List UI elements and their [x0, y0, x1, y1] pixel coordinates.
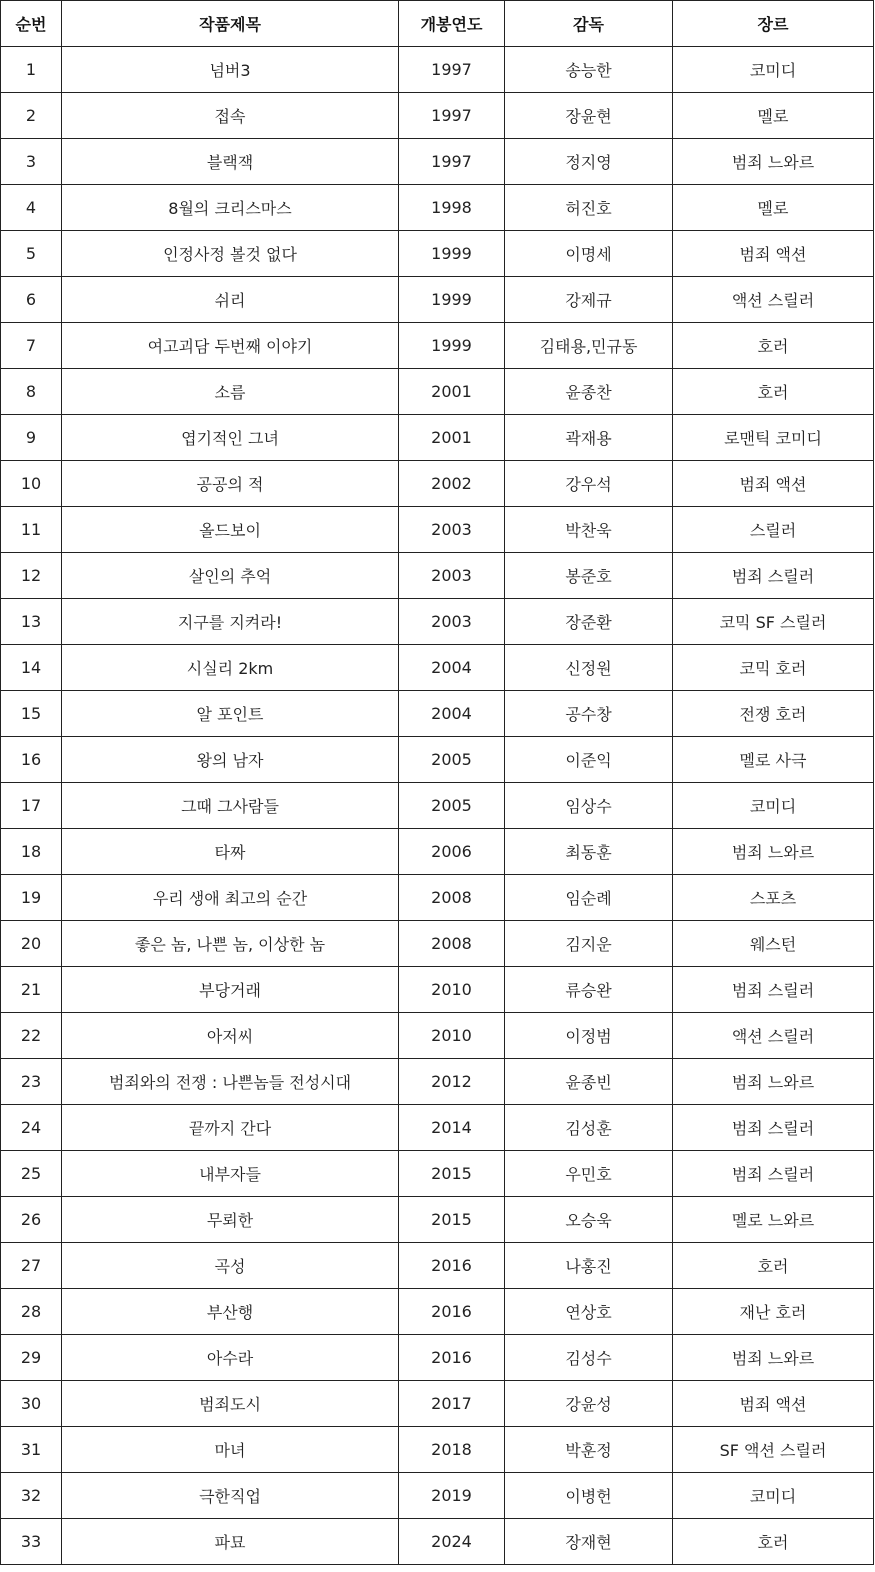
- table-row: [1, 645, 874, 691]
- cell-no: 16: [1, 737, 62, 783]
- cell-year: 2004: [399, 691, 505, 737]
- cell-title: 여고괴담 두번째 이야기: [62, 323, 399, 369]
- cell-title: 마녀: [62, 1427, 399, 1473]
- table-header: [1, 1, 874, 47]
- cell-title: 소름: [62, 369, 399, 415]
- table-row: [1, 231, 874, 277]
- table-row: [1, 921, 874, 967]
- table-row: [1, 553, 874, 599]
- cell-year: 2015: [399, 1197, 505, 1243]
- cell-no: 28: [1, 1289, 62, 1335]
- cell-year: 2015: [399, 1151, 505, 1197]
- cell-year: 2018: [399, 1427, 505, 1473]
- cell-title: 극한직업: [62, 1473, 399, 1519]
- cell-title: 접속: [62, 93, 399, 139]
- cell-title: 엽기적인 그녀: [62, 415, 399, 461]
- cell-genre: 스릴러: [673, 507, 874, 553]
- cell-year: 2003: [399, 553, 505, 599]
- table-row: [1, 415, 874, 461]
- cell-genre: 범죄 느와르: [673, 1059, 874, 1105]
- cell-genre: SF 액션 스릴러: [673, 1427, 874, 1473]
- cell-director: 곽재용: [505, 415, 673, 461]
- cell-genre: 로맨틱 코미디: [673, 415, 874, 461]
- table-row: [1, 93, 874, 139]
- cell-director: 장재현: [505, 1519, 673, 1565]
- cell-no: 9: [1, 415, 62, 461]
- cell-title: 그때 그사람들: [62, 783, 399, 829]
- table-row: [1, 691, 874, 737]
- cell-year: 2008: [399, 921, 505, 967]
- cell-director: 박찬욱: [505, 507, 673, 553]
- cell-director: 임순례: [505, 875, 673, 921]
- cell-no: 2: [1, 93, 62, 139]
- table-row: [1, 461, 874, 507]
- table-row: [1, 1059, 874, 1105]
- cell-director: 강제규: [505, 277, 673, 323]
- cell-year: 2016: [399, 1289, 505, 1335]
- cell-director: 이준익: [505, 737, 673, 783]
- cell-no: 7: [1, 323, 62, 369]
- header-year: 개봉연도: [399, 1, 505, 47]
- cell-no: 21: [1, 967, 62, 1013]
- cell-no: 15: [1, 691, 62, 737]
- cell-no: 5: [1, 231, 62, 277]
- header-title: 작품제목: [62, 1, 399, 47]
- header-no: 순번: [1, 1, 62, 47]
- cell-title: 지구를 지켜라!: [62, 599, 399, 645]
- cell-genre: 재난 호러: [673, 1289, 874, 1335]
- cell-year: 2005: [399, 737, 505, 783]
- cell-genre: 멜로 느와르: [673, 1197, 874, 1243]
- table-row: [1, 783, 874, 829]
- cell-year: 2012: [399, 1059, 505, 1105]
- cell-year: 2017: [399, 1381, 505, 1427]
- cell-year: 2008: [399, 875, 505, 921]
- cell-director: 류승완: [505, 967, 673, 1013]
- cell-no: 13: [1, 599, 62, 645]
- cell-genre: 코믹 SF 스릴러: [673, 599, 874, 645]
- table-row: [1, 1151, 874, 1197]
- cell-genre: 범죄 스릴러: [673, 553, 874, 599]
- table-row: [1, 1519, 874, 1565]
- cell-genre: 멜로: [673, 93, 874, 139]
- cell-director: 윤종빈: [505, 1059, 673, 1105]
- cell-genre: 멜로 사극: [673, 737, 874, 783]
- cell-genre: 범죄 스릴러: [673, 1151, 874, 1197]
- cell-director: 이병헌: [505, 1473, 673, 1519]
- cell-director: 송능한: [505, 47, 673, 93]
- cell-genre: 범죄 스릴러: [673, 1105, 874, 1151]
- cell-year: 2004: [399, 645, 505, 691]
- cell-year: 2005: [399, 783, 505, 829]
- cell-no: 4: [1, 185, 62, 231]
- cell-genre: 호러: [673, 1243, 874, 1289]
- cell-genre: 범죄 느와르: [673, 829, 874, 875]
- table-row: [1, 277, 874, 323]
- cell-year: 1998: [399, 185, 505, 231]
- cell-director: 김성수: [505, 1335, 673, 1381]
- cell-genre: 액션 스릴러: [673, 1013, 874, 1059]
- cell-genre: 코미디: [673, 783, 874, 829]
- cell-no: 27: [1, 1243, 62, 1289]
- cell-year: 1999: [399, 277, 505, 323]
- table-row: [1, 507, 874, 553]
- cell-no: 18: [1, 829, 62, 875]
- table-row: [1, 185, 874, 231]
- cell-genre: 범죄 액션: [673, 461, 874, 507]
- cell-title: 곡성: [62, 1243, 399, 1289]
- cell-no: 30: [1, 1381, 62, 1427]
- cell-year: 1999: [399, 231, 505, 277]
- cell-director: 임상수: [505, 783, 673, 829]
- cell-title: 내부자들: [62, 1151, 399, 1197]
- cell-no: 32: [1, 1473, 62, 1519]
- cell-director: 이정범: [505, 1013, 673, 1059]
- header-director: 감독: [505, 1, 673, 47]
- table-row: [1, 1427, 874, 1473]
- cell-title: 범죄와의 전쟁 : 나쁜놈들 전성시대: [62, 1059, 399, 1105]
- cell-title: 8월의 크리스마스: [62, 185, 399, 231]
- cell-title: 아수라: [62, 1335, 399, 1381]
- table-row: [1, 875, 874, 921]
- cell-title: 왕의 남자: [62, 737, 399, 783]
- cell-genre: 전쟁 호러: [673, 691, 874, 737]
- cell-year: 2003: [399, 599, 505, 645]
- cell-director: 우민호: [505, 1151, 673, 1197]
- cell-title: 시실리 2km: [62, 645, 399, 691]
- cell-director: 장준환: [505, 599, 673, 645]
- table-row: [1, 1381, 874, 1427]
- cell-title: 좋은 놈, 나쁜 놈, 이상한 놈: [62, 921, 399, 967]
- cell-no: 24: [1, 1105, 62, 1151]
- table-row: [1, 1197, 874, 1243]
- table-row: [1, 1289, 874, 1335]
- cell-title: 인정사정 볼것 없다: [62, 231, 399, 277]
- cell-no: 26: [1, 1197, 62, 1243]
- cell-year: 2016: [399, 1335, 505, 1381]
- cell-director: 정지영: [505, 139, 673, 185]
- cell-director: 김지운: [505, 921, 673, 967]
- table-row: [1, 599, 874, 645]
- cell-director: 최동훈: [505, 829, 673, 875]
- cell-director: 허진호: [505, 185, 673, 231]
- cell-director: 신정원: [505, 645, 673, 691]
- cell-director: 나홍진: [505, 1243, 673, 1289]
- cell-no: 19: [1, 875, 62, 921]
- cell-year: 1997: [399, 93, 505, 139]
- table-row: [1, 1105, 874, 1151]
- cell-director: 윤종찬: [505, 369, 673, 415]
- table-row: [1, 829, 874, 875]
- cell-year: 2001: [399, 415, 505, 461]
- cell-title: 넘버3: [62, 47, 399, 93]
- cell-no: 33: [1, 1519, 62, 1565]
- cell-year: 2002: [399, 461, 505, 507]
- cell-no: 6: [1, 277, 62, 323]
- cell-no: 1: [1, 47, 62, 93]
- cell-year: 2010: [399, 1013, 505, 1059]
- cell-title: 쉬리: [62, 277, 399, 323]
- cell-title: 아저씨: [62, 1013, 399, 1059]
- cell-title: 부산행: [62, 1289, 399, 1335]
- cell-year: 2016: [399, 1243, 505, 1289]
- cell-title: 살인의 추억: [62, 553, 399, 599]
- cell-genre: 범죄 느와르: [673, 139, 874, 185]
- cell-title: 공공의 적: [62, 461, 399, 507]
- cell-title: 블랙잭: [62, 139, 399, 185]
- header-genre: 장르: [673, 1, 874, 47]
- cell-title: 부당거래: [62, 967, 399, 1013]
- cell-director: 박훈정: [505, 1427, 673, 1473]
- table-row: [1, 1013, 874, 1059]
- cell-title: 우리 생애 최고의 순간: [62, 875, 399, 921]
- cell-title: 타짜: [62, 829, 399, 875]
- cell-director: 연상호: [505, 1289, 673, 1335]
- cell-no: 31: [1, 1427, 62, 1473]
- cell-no: 17: [1, 783, 62, 829]
- cell-no: 22: [1, 1013, 62, 1059]
- table-row: [1, 1335, 874, 1381]
- cell-title: 알 포인트: [62, 691, 399, 737]
- cell-genre: 코믹 호러: [673, 645, 874, 691]
- cell-director: 장윤현: [505, 93, 673, 139]
- cell-title: 올드보이: [62, 507, 399, 553]
- table-row: [1, 1473, 874, 1519]
- cell-year: 2006: [399, 829, 505, 875]
- cell-title: 끝까지 간다: [62, 1105, 399, 1151]
- cell-genre: 범죄 액션: [673, 1381, 874, 1427]
- cell-genre: 멜로: [673, 185, 874, 231]
- cell-title: 파묘: [62, 1519, 399, 1565]
- cell-genre: 액션 스릴러: [673, 277, 874, 323]
- cell-director: 오승욱: [505, 1197, 673, 1243]
- table-row: [1, 369, 874, 415]
- cell-director: 강윤성: [505, 1381, 673, 1427]
- cell-genre: 범죄 느와르: [673, 1335, 874, 1381]
- cell-director: 김태용,민규동: [505, 323, 673, 369]
- cell-year: 2003: [399, 507, 505, 553]
- cell-genre: 코미디: [673, 1473, 874, 1519]
- table-row: [1, 323, 874, 369]
- cell-genre: 호러: [673, 1519, 874, 1565]
- cell-no: 3: [1, 139, 62, 185]
- cell-year: 1997: [399, 47, 505, 93]
- cell-no: 12: [1, 553, 62, 599]
- cell-no: 8: [1, 369, 62, 415]
- cell-director: 김성훈: [505, 1105, 673, 1151]
- cell-year: 2019: [399, 1473, 505, 1519]
- cell-director: 이명세: [505, 231, 673, 277]
- cell-year: 2014: [399, 1105, 505, 1151]
- cell-genre: 코미디: [673, 47, 874, 93]
- table-row: [1, 139, 874, 185]
- cell-genre: 범죄 스릴러: [673, 967, 874, 1013]
- table-body: [1, 47, 874, 1565]
- cell-genre: 호러: [673, 369, 874, 415]
- cell-no: 29: [1, 1335, 62, 1381]
- cell-title: 범죄도시: [62, 1381, 399, 1427]
- table-row: [1, 737, 874, 783]
- cell-genre: 웨스턴: [673, 921, 874, 967]
- cell-year: 2010: [399, 967, 505, 1013]
- cell-director: 공수창: [505, 691, 673, 737]
- table-row: [1, 967, 874, 1013]
- header-row: [1, 1, 874, 47]
- cell-no: 23: [1, 1059, 62, 1105]
- cell-year: 2001: [399, 369, 505, 415]
- cell-genre: 호러: [673, 323, 874, 369]
- cell-year: 1999: [399, 323, 505, 369]
- cell-year: 1997: [399, 139, 505, 185]
- cell-director: 강우석: [505, 461, 673, 507]
- cell-genre: 스포츠: [673, 875, 874, 921]
- table-row: [1, 47, 874, 93]
- table-row: [1, 1243, 874, 1289]
- cell-genre: 범죄 액션: [673, 231, 874, 277]
- cell-no: 10: [1, 461, 62, 507]
- cell-no: 14: [1, 645, 62, 691]
- cell-no: 20: [1, 921, 62, 967]
- cell-director: 봉준호: [505, 553, 673, 599]
- cell-year: 2024: [399, 1519, 505, 1565]
- cell-no: 11: [1, 507, 62, 553]
- cell-no: 25: [1, 1151, 62, 1197]
- cell-title: 무뢰한: [62, 1197, 399, 1243]
